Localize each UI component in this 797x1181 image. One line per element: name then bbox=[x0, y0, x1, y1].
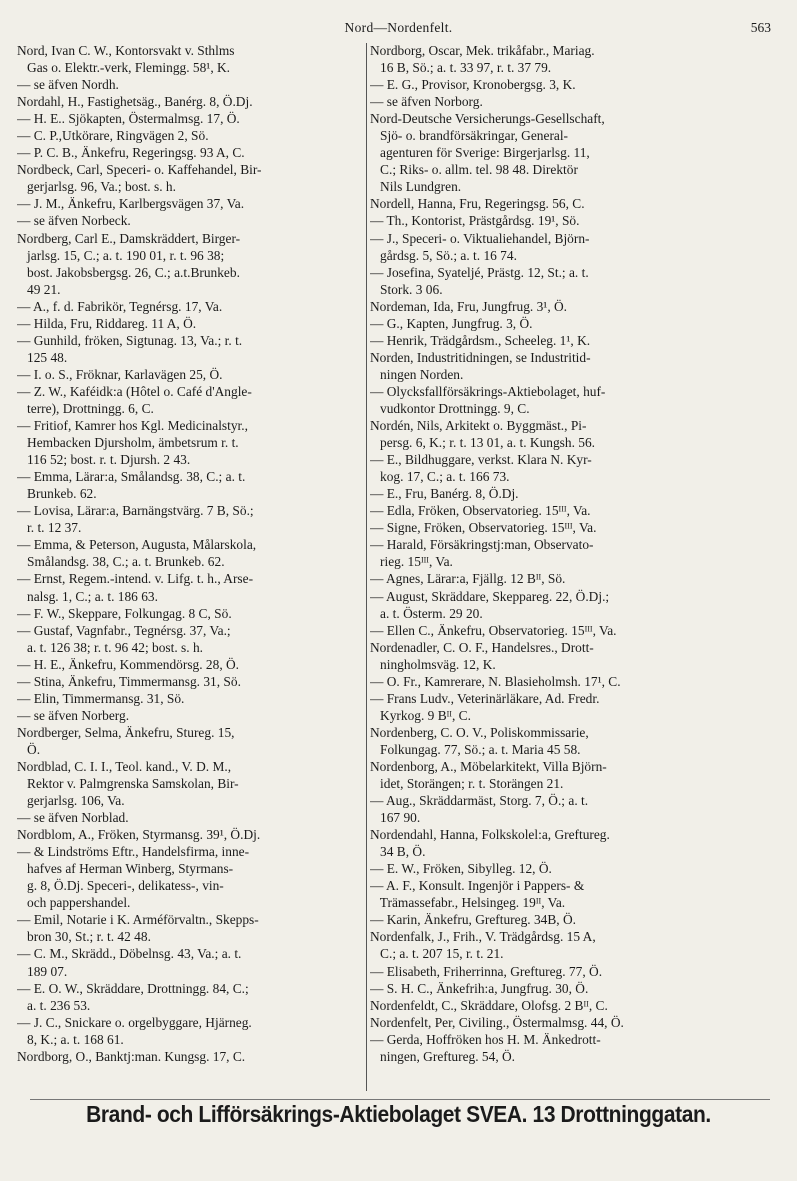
directory-line: — Olycksfallförsäkrings-Aktiebolaget, huf- bbox=[370, 383, 606, 399]
directory-line: a. t. 236 53. bbox=[17, 997, 91, 1013]
directory-line: kog. 17, C.; a. t. 166 73. bbox=[370, 469, 510, 485]
directory-line: — se äfven Norblad. bbox=[17, 810, 129, 826]
directory-line: — H. E.. Sjökapten, Östermalmsg. 17, Ö. bbox=[17, 111, 240, 127]
right-column bbox=[370, 42, 782, 1065]
directory-line: — Gustaf, Vagnfabr., Tegnérsg. 37, Va.; bbox=[17, 622, 231, 638]
directory-line: idet, Storängen; r. t. Storängen 21. bbox=[370, 776, 564, 792]
directory-line: — C. M., Skrädd., Döbelnsg. 43, Va.; a. t. bbox=[17, 946, 242, 962]
directory-line: agenturen för Sverige: Birgerjarlsg. 11, bbox=[370, 145, 590, 161]
directory-line: och pappershandel. bbox=[17, 895, 131, 911]
directory-line: 125 48. bbox=[17, 349, 68, 365]
directory-line: Nordblom, A., Fröken, Styrmansg. 39¹, Ö.Dj. bbox=[17, 827, 261, 843]
directory-line: Smålandsg. 38, C.; a. t. Brunkeb. 62. bbox=[17, 554, 225, 570]
directory-line: Nordenfelt, Per, Civiling., Östermalmsg. 44, Ö. bbox=[370, 1014, 624, 1030]
directory-line: Nordborg, Oscar, Mek. trikåfabr., Mariag. bbox=[370, 43, 595, 58]
directory-line: 16 B, Sö.; a. t. 33 97, r. t. 37 79. bbox=[370, 60, 552, 76]
directory-line: — August, Skräddare, Skeppareg. 22, Ö.Dj.; bbox=[370, 588, 610, 604]
directory-line: — Elin, Timmermansg. 31, Sö. bbox=[17, 690, 185, 706]
directory-line: Norden, Industritidningen, se Industritid- bbox=[370, 349, 591, 365]
directory-line: — Emma, Lärar:a, Smålandsg. 38, C.; a. t. bbox=[17, 469, 246, 485]
directory-line: Sjö- o. brandförsäkringar, General- bbox=[370, 128, 569, 144]
directory-line: Kyrkog. 9 Bᴵᴵ, C. bbox=[370, 707, 471, 723]
directory-line: Nordén, Nils, Arkitekt o. Byggmäst., Pi- bbox=[370, 418, 587, 434]
directory-line: — E., Bildhuggare, verkst. Klara N. Kyr- bbox=[370, 452, 592, 468]
directory-line: — Edla, Fröken, Observatorieg. 15ᴵᴵᴵ, Va. bbox=[370, 503, 591, 519]
directory-line: jarlsg. 15, C.; a. t. 190 01, r. t. 96 38; bbox=[17, 247, 225, 263]
directory-line: — Emil, Notarie i K. Arméförvaltn., Skepps- bbox=[17, 912, 259, 928]
directory-line: — G., Kapten, Jungfrug. 3, Ö. bbox=[370, 315, 533, 331]
directory-line: Brunkeb. 62. bbox=[17, 486, 97, 502]
directory-line: Nordenadler, C. O. F., Handelsres., Drott- bbox=[370, 639, 594, 655]
directory-line: Trämassefabr., Helsingeg. 19ᴵᴵ, Va. bbox=[370, 895, 566, 911]
directory-line: Nordberg, Carl E., Damskräddert, Birger- bbox=[17, 230, 241, 246]
directory-line: — A., f. d. Fabrikör, Tegnérsg. 17, Va. bbox=[17, 298, 223, 314]
directory-line: — Ernst, Regem.-intend. v. Lifg. t. h., Arse- bbox=[17, 571, 254, 587]
directory-line: a. t. 126 38; r. t. 96 42; bost. s. h. bbox=[17, 639, 203, 655]
directory-line: g. 8, Ö.Dj. Speceri-, delikatess-, vin- bbox=[17, 878, 224, 894]
directory-line: — E. G., Provisor, Kronobergsg. 3, K. bbox=[370, 77, 576, 93]
directory-line: — se äfven Norberg. bbox=[17, 707, 130, 723]
directory-line: — A. F., Konsult. Ingenjör i Pappers- & bbox=[370, 878, 585, 894]
directory-line: vudkontor Drottningg. 9, C. bbox=[370, 400, 530, 416]
page-number: 563 bbox=[750, 20, 771, 35]
directory-line: — C. P.,Utkörare, Ringvägen 2, Sö. bbox=[17, 128, 209, 144]
directory-line: — Stina, Änkefru, Timmermansg. 31, Sö. bbox=[17, 673, 241, 689]
directory-line: Nordendahl, Hanna, Folkskolel:a, Greftureg. bbox=[370, 827, 610, 843]
directory-line: — F. W., Skeppare, Folkungag. 8 C, Sö. bbox=[17, 605, 232, 621]
directory-line: Nord-Deutsche Versicherungs-Gesellschaft, bbox=[370, 111, 605, 127]
directory-line: — H. E., Änkefru, Kommendörsg. 28, Ö. bbox=[17, 656, 240, 672]
directory-line: — Lovisa, Lärar:a, Barnängstvärg. 7 B, Sö.; bbox=[17, 503, 254, 519]
directory-line: bost. Jakobsbergsg. 26, C.; a.t.Brunkeb. bbox=[17, 264, 240, 280]
directory-line: 167 90. bbox=[370, 810, 421, 826]
directory-line: ningholmsväg. 12, K. bbox=[370, 656, 496, 672]
directory-line: Nordeman, Ida, Fru, Jungfrug. 3¹, Ö. bbox=[370, 298, 568, 314]
directory-line: ningen, Greftureg. 54, Ö. bbox=[370, 1048, 516, 1064]
directory-line: — S. H. C., Änkefrih:a, Jungfrug. 30, Ö. bbox=[370, 980, 589, 996]
column-divider bbox=[366, 43, 367, 1091]
directory-line: Gas o. Elektr.-verk, Flemingg. 58¹, K. bbox=[17, 60, 231, 76]
directory-line: 189 07. bbox=[17, 963, 68, 979]
directory-line: C.; a. t. 207 15, r. t. 21. bbox=[370, 946, 504, 962]
directory-line: — Fritiof, Kamrer hos Kgl. Medicinalstyr., bbox=[17, 418, 248, 434]
directory-line: rieg. 15ᴵᴵᴵ, Va. bbox=[370, 554, 453, 570]
directory-line: Rektor v. Palmgrenska Samskolan, Bir- bbox=[17, 776, 239, 792]
directory-line: Nordenfalk, J., Frih., V. Trädgårdsg. 15 A, bbox=[370, 929, 596, 945]
directory-line: — Frans Ludv., Veterinärläkare, Ad. Fredr. bbox=[370, 690, 600, 706]
left-column bbox=[17, 42, 365, 1065]
directory-line: gerjarlsg. 106, Va. bbox=[17, 793, 125, 809]
directory-line: Nordborg, O., Banktj:man. Kungsg. 17, C. bbox=[17, 1048, 246, 1064]
directory-line: Nordenfeldt, C., Skräddare, Olofsg. 2 Bᴵᴵ, C. bbox=[370, 997, 608, 1013]
directory-line: Nordenberg, C. O. V., Poliskommissarie, bbox=[370, 724, 589, 740]
directory-line: Hembacken Djursholm, ämbetsrum r. t. bbox=[17, 435, 239, 451]
directory-line: — Agnes, Lärar:a, Fjällg. 12 Bᴵᴵ, Sö. bbox=[370, 571, 566, 587]
directory-line: — P. C. B., Änkefru, Regeringsg. 93 A, C. bbox=[17, 145, 245, 161]
directory-line: 34 B, Ö. bbox=[370, 844, 426, 860]
directory-line: Nordell, Hanna, Fru, Regeringsg. 56, C. bbox=[370, 196, 585, 212]
directory-line: a. t. Österm. 29 20. bbox=[370, 605, 483, 621]
directory-line: Ö. bbox=[17, 741, 41, 757]
directory-line: — Hilda, Fru, Riddareg. 11 A, Ö. bbox=[17, 315, 197, 331]
directory-line: 116 52; bost. r. t. Djursh. 2 43. bbox=[17, 452, 191, 468]
directory-line: — se äfven Nordh. bbox=[17, 77, 119, 93]
directory-line: — & Lindströms Eftr., Handelsfirma, inne- bbox=[17, 844, 250, 860]
directory-line: Nord, Ivan C. W., Kontorsvakt v. Sthlms bbox=[17, 43, 235, 58]
directory-line: — J. M., Änkefru, Karlbergsvägen 37, Va. bbox=[17, 196, 245, 212]
directory-line: — se äfven Norborg. bbox=[370, 94, 483, 110]
directory-line: — Th., Kontorist, Prästgårdsg. 19¹, Sö. bbox=[370, 213, 580, 229]
directory-line: Nordblad, C. I. I., Teol. kand., V. D. M., bbox=[17, 758, 232, 774]
directory-line: nalsg. 1, C.; a. t. 186 63. bbox=[17, 588, 158, 604]
directory-line: — I. o. S., Fröknar, Karlavägen 25, Ö. bbox=[17, 366, 223, 382]
directory-line: gerjarlsg. 96, Va.; bost. s. h. bbox=[17, 179, 176, 195]
directory-line: — Gunhild, fröken, Sigtunag. 13, Va.; r. t. bbox=[17, 332, 243, 348]
directory-line: — Z. W., Kaféidk:a (Hôtel o. Café d'Angle- bbox=[17, 383, 252, 399]
directory-line: — Ellen C., Änkefru, Observatorieg. 15ᴵᴵᴵ, Va. bbox=[370, 622, 617, 638]
footer-rule bbox=[30, 1099, 770, 1100]
directory-line: — Elisabeth, Friherrinna, Greftureg. 77, Ö. bbox=[370, 963, 603, 979]
directory-line: — Emma, & Peterson, Augusta, Målarskola, bbox=[17, 537, 257, 553]
directory-line: — E. O. W., Skräddare, Drottningg. 84, C.; bbox=[17, 980, 249, 996]
directory-line: r. t. 12 37. bbox=[17, 520, 82, 536]
directory-line: 8, K.; a. t. 168 61. bbox=[17, 1031, 124, 1047]
directory-line: C.; Riks- o. allm. tel. 98 48. Direktör bbox=[370, 162, 578, 178]
directory-line: ningen Norden. bbox=[370, 366, 464, 382]
directory-line: — O. Fr., Kamrerare, N. Blasieholmsh. 17¹, C. bbox=[370, 673, 621, 689]
directory-line: Nordberger, Selma, Änkefru, Stureg. 15, bbox=[17, 724, 235, 740]
directory-line: gårdsg. 5, Sö.; a. t. 16 74. bbox=[370, 247, 517, 263]
directory-line: — J. C., Snickare o. orgelbyggare, Hjärneg. bbox=[17, 1014, 252, 1030]
directory-line: 49 21. bbox=[17, 281, 61, 297]
directory-line: Nordahl, H., Fastighetsäg., Banérg. 8, Ö.Dj. bbox=[17, 94, 253, 110]
directory-line: Nordbeck, Carl, Speceri- o. Kaffehandel, Bir- bbox=[17, 162, 262, 178]
footer-advertisement: Brand- och Lifförsäkrings-Aktiebolaget SVEA. 13 Drottninggatan. bbox=[86, 1102, 711, 1128]
page-header bbox=[0, 20, 797, 38]
directory-line: Nils Lundgren. bbox=[370, 179, 462, 195]
directory-line: — Signe, Fröken, Observatorieg. 15ᴵᴵᴵ, Va. bbox=[370, 520, 597, 536]
directory-line: — J., Speceri- o. Viktualiehandel, Björn- bbox=[370, 230, 590, 246]
directory-line: — Karin, Änkefru, Greftureg. 34B, Ö. bbox=[370, 912, 577, 928]
directory-line: — Aug., Skräddarmäst, Storg. 7, Ö.; a. t. bbox=[370, 793, 589, 809]
directory-line: persg. 6, K.; r. t. 13 01, a. t. Kungsh. 56. bbox=[370, 435, 596, 451]
page-title: Nord—Nordenfelt. bbox=[344, 20, 453, 35]
directory-line: Folkungag. 77, Sö.; a. t. Maria 45 58. bbox=[370, 741, 581, 757]
directory-line: — Harald, Försäkringstj:man, Observato- bbox=[370, 537, 594, 553]
directory-line: — se äfven Norbeck. bbox=[17, 213, 131, 229]
directory-line: terre), Drottningg. 6, C. bbox=[17, 400, 154, 416]
directory-line: — Henrik, Trädgårdsm., Scheeleg. 1¹, K. bbox=[370, 332, 591, 348]
directory-line: — Gerda, Hoffröken hos H. M. Änkedrott- bbox=[370, 1031, 601, 1047]
directory-line: Stork. 3 06. bbox=[370, 281, 443, 297]
directory-line: Nordenborg, A., Möbelarkitekt, Villa Björn- bbox=[370, 758, 607, 774]
directory-line: — E. W., Fröken, Sibylleg. 12, Ö. bbox=[370, 861, 552, 877]
directory-line: — E., Fru, Banérg. 8, Ö.Dj. bbox=[370, 486, 519, 502]
directory-line: — Josefina, Syateljé, Prästg. 12, St.; a. t. bbox=[370, 264, 589, 280]
directory-line: hafves af Herman Winberg, Styrmans- bbox=[17, 861, 234, 877]
directory-line: bron 30, St.; r. t. 42 48. bbox=[17, 929, 151, 945]
